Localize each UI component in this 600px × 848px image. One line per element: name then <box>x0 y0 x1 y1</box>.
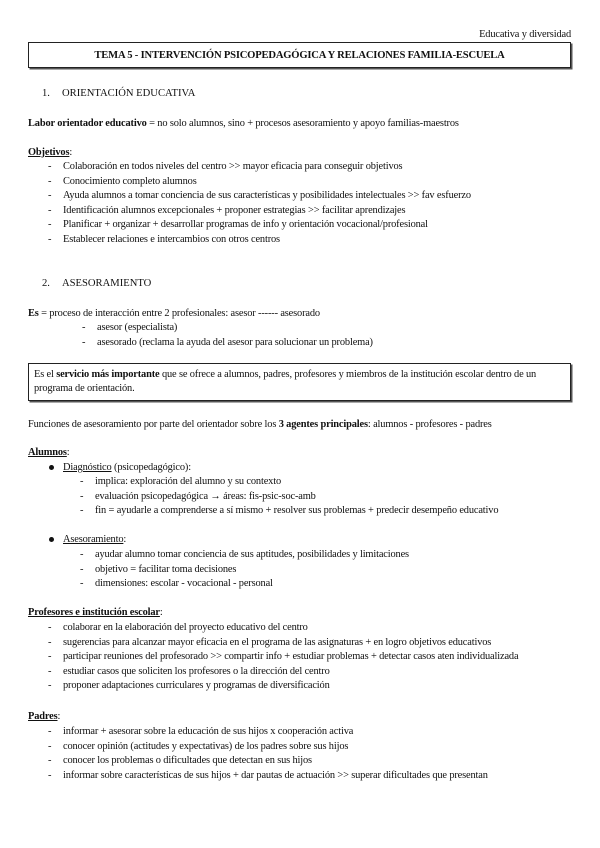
dash-marker-icon: - <box>48 175 52 187</box>
list-item: - evaluación psicopedagógica → áreas: fis-psic-soc-amb <box>95 490 498 505</box>
padres-list <box>48 725 488 783</box>
dash-marker-icon: - <box>48 769 52 781</box>
dash-marker-icon: - <box>48 755 52 767</box>
dash-marker-icon: - <box>48 680 52 692</box>
list-item: - implica: exploración del alumno y su contexto <box>95 475 498 490</box>
dash-marker-icon: - <box>82 336 86 348</box>
asesoramiento-list <box>80 548 409 592</box>
list-item: - ayudar alumno tomar conciencia de sus aptitudes, posibilidades y limitaciones <box>95 548 409 563</box>
list-item: - Establecer relaciones e intercambios con otros centros <box>63 233 471 248</box>
objetivos-heading: Objetivos: <box>28 147 73 158</box>
list-item: - asesorado (reclama la ayuda del asesor para solucionar un problema) <box>97 336 373 351</box>
asesoramiento-bullet: Asesoramiento: <box>63 533 126 547</box>
list-item: - conocer los problemas o dificultades que detectan en sus hijos <box>63 754 488 769</box>
list-item: - Ayuda alumnos a tomar conciencia de sus características y posibilidades intelectuales >> fav esfuerzo <box>63 189 471 204</box>
section-2-heading <box>42 277 151 291</box>
diagnostico-bullet: Diagnóstico (psicopedagógico): <box>63 461 191 475</box>
callout-emphasis: servicio más importante <box>56 369 160 380</box>
dash-marker-icon: - <box>48 233 52 245</box>
profesores-label: Profesores e institución escolar <box>28 607 160 618</box>
labor-orientador-text: = no solo alumnos, sino + procesos asesoramiento y apoyo familias-maestros <box>146 118 459 129</box>
dash-marker-icon: - <box>48 651 52 663</box>
objetivos-list <box>48 160 471 248</box>
list-item: - estudiar casos que soliciten los profesores o la dirección del centro <box>63 665 518 680</box>
dash-marker-icon: - <box>80 476 84 487</box>
dash-marker-icon: - <box>48 665 52 677</box>
asesoramiento-definition-line <box>28 307 320 321</box>
dash-marker-icon: - <box>48 190 52 202</box>
list-item: - proponer adaptaciones curriculares y programas de diversificación <box>63 679 518 694</box>
document-title-box <box>28 42 571 68</box>
list-item: - Identificación alumnos excepcionales + proponer estrategias >> facilitar aprendizajes <box>63 204 471 219</box>
padres-label: Padres <box>28 711 58 722</box>
dash-marker-icon: - <box>48 622 52 633</box>
list-item: - informar + asesorar sobre la educación de sus hijos x cooperación activa <box>63 725 488 740</box>
callout-box: Es el servicio más importante que se ofrece a alumnos, padres, profesores y miembros de la institución escolar dentro de un programa de orientación. <box>28 363 571 401</box>
dash-marker-icon: - <box>80 578 84 590</box>
dash-marker-icon: - <box>80 490 84 502</box>
list-item: - informar sobre características de sus hijos + dar pautas de actuación >> superar dificultades que presentan <box>63 769 488 784</box>
dash-marker-icon: - <box>80 505 84 517</box>
alumnos-heading: Alumnos: <box>28 447 70 458</box>
list-item: - Planificar + organizar + desarrollar programas de info y orientación vocacional/profesional <box>63 218 471 233</box>
es-label: Es <box>28 308 39 319</box>
list-item: - dimensiones: escolar - vocacional - personal <box>95 577 409 592</box>
dash-marker-icon: - <box>48 204 52 216</box>
section-2-number: 2. <box>42 278 50 289</box>
dash-marker-icon: - <box>80 549 84 560</box>
dash-marker-icon: - <box>48 726 52 737</box>
objetivos-label: Objetivos <box>28 147 70 158</box>
funciones-line: Funciones de asesoramiento por parte del orientador sobre los 3 agentes principales: alumnos - profesores - padres <box>28 419 492 430</box>
labor-orientador-label: Labor orientador educativo <box>28 118 147 129</box>
section-1-number: 1. <box>42 88 50 99</box>
bullet-icon <box>49 537 54 542</box>
list-item: - fin = ayudarle a comprenderse a sí mismo + resolver sus problemas + predecir desempeño educativo <box>95 504 498 519</box>
profesores-list <box>48 621 519 694</box>
es-list <box>82 321 373 350</box>
diagnostico-label: Diagnóstico <box>63 462 112 473</box>
list-item: - conocer opinión (actitudes y expectativas) de los padres sobre sus hijos <box>63 740 488 755</box>
dash-marker-icon: - <box>48 636 52 648</box>
es-text: = proceso de interacción entre 2 profesionales: asesor ------ asesorado <box>38 308 320 319</box>
running-header: Educativa y diversidad <box>479 29 571 40</box>
dash-marker-icon: - <box>48 161 52 172</box>
padres-heading: Padres: <box>28 711 61 722</box>
section-1-title: ORIENTACIÓN EDUCATIVA <box>62 88 196 99</box>
list-item: - asesor (especialista) <box>97 321 373 336</box>
dash-marker-icon: - <box>80 563 84 575</box>
funciones-emphasis: 3 agentes principales <box>278 419 368 430</box>
document-title: TEMA 5 - INTERVENCIÓN PSICOPEDAGÓGICA Y RELACIONES FAMILIA-ESCUELA <box>94 49 505 61</box>
alumnos-label: Alumnos <box>28 447 67 458</box>
list-item: - participar reuniones del profesorado >> compartir info + estudiar problemas + detectar casos aten individualizada <box>63 650 518 665</box>
diagnostico-list <box>80 475 499 519</box>
list-item: - objetivo = facilitar toma decisiones <box>95 563 409 578</box>
list-item: - Conocimiento completo alumnos <box>63 175 471 190</box>
bullet-icon <box>49 465 54 470</box>
profesores-heading: Profesores e institución escolar: <box>28 607 163 618</box>
dash-marker-icon: - <box>48 219 52 231</box>
section-2-title: ASESORAMIENTO <box>62 278 152 289</box>
dash-marker-icon: - <box>82 322 86 333</box>
labor-orientador-line <box>28 117 459 131</box>
dash-marker-icon: - <box>48 740 52 752</box>
asesoramiento-label: Asesoramiento <box>63 534 124 545</box>
list-item: - Colaboración en todos niveles del centro >> mayor eficacia para conseguir objetivos <box>63 160 471 175</box>
list-item: - sugerencias para alcanzar mayor eficacia en el programa de las asignaturas + en logro objetivos educativos <box>63 636 518 651</box>
section-1-heading <box>42 87 195 101</box>
list-item: - colaborar en la elaboración del proyecto educativo del centro <box>63 621 518 636</box>
